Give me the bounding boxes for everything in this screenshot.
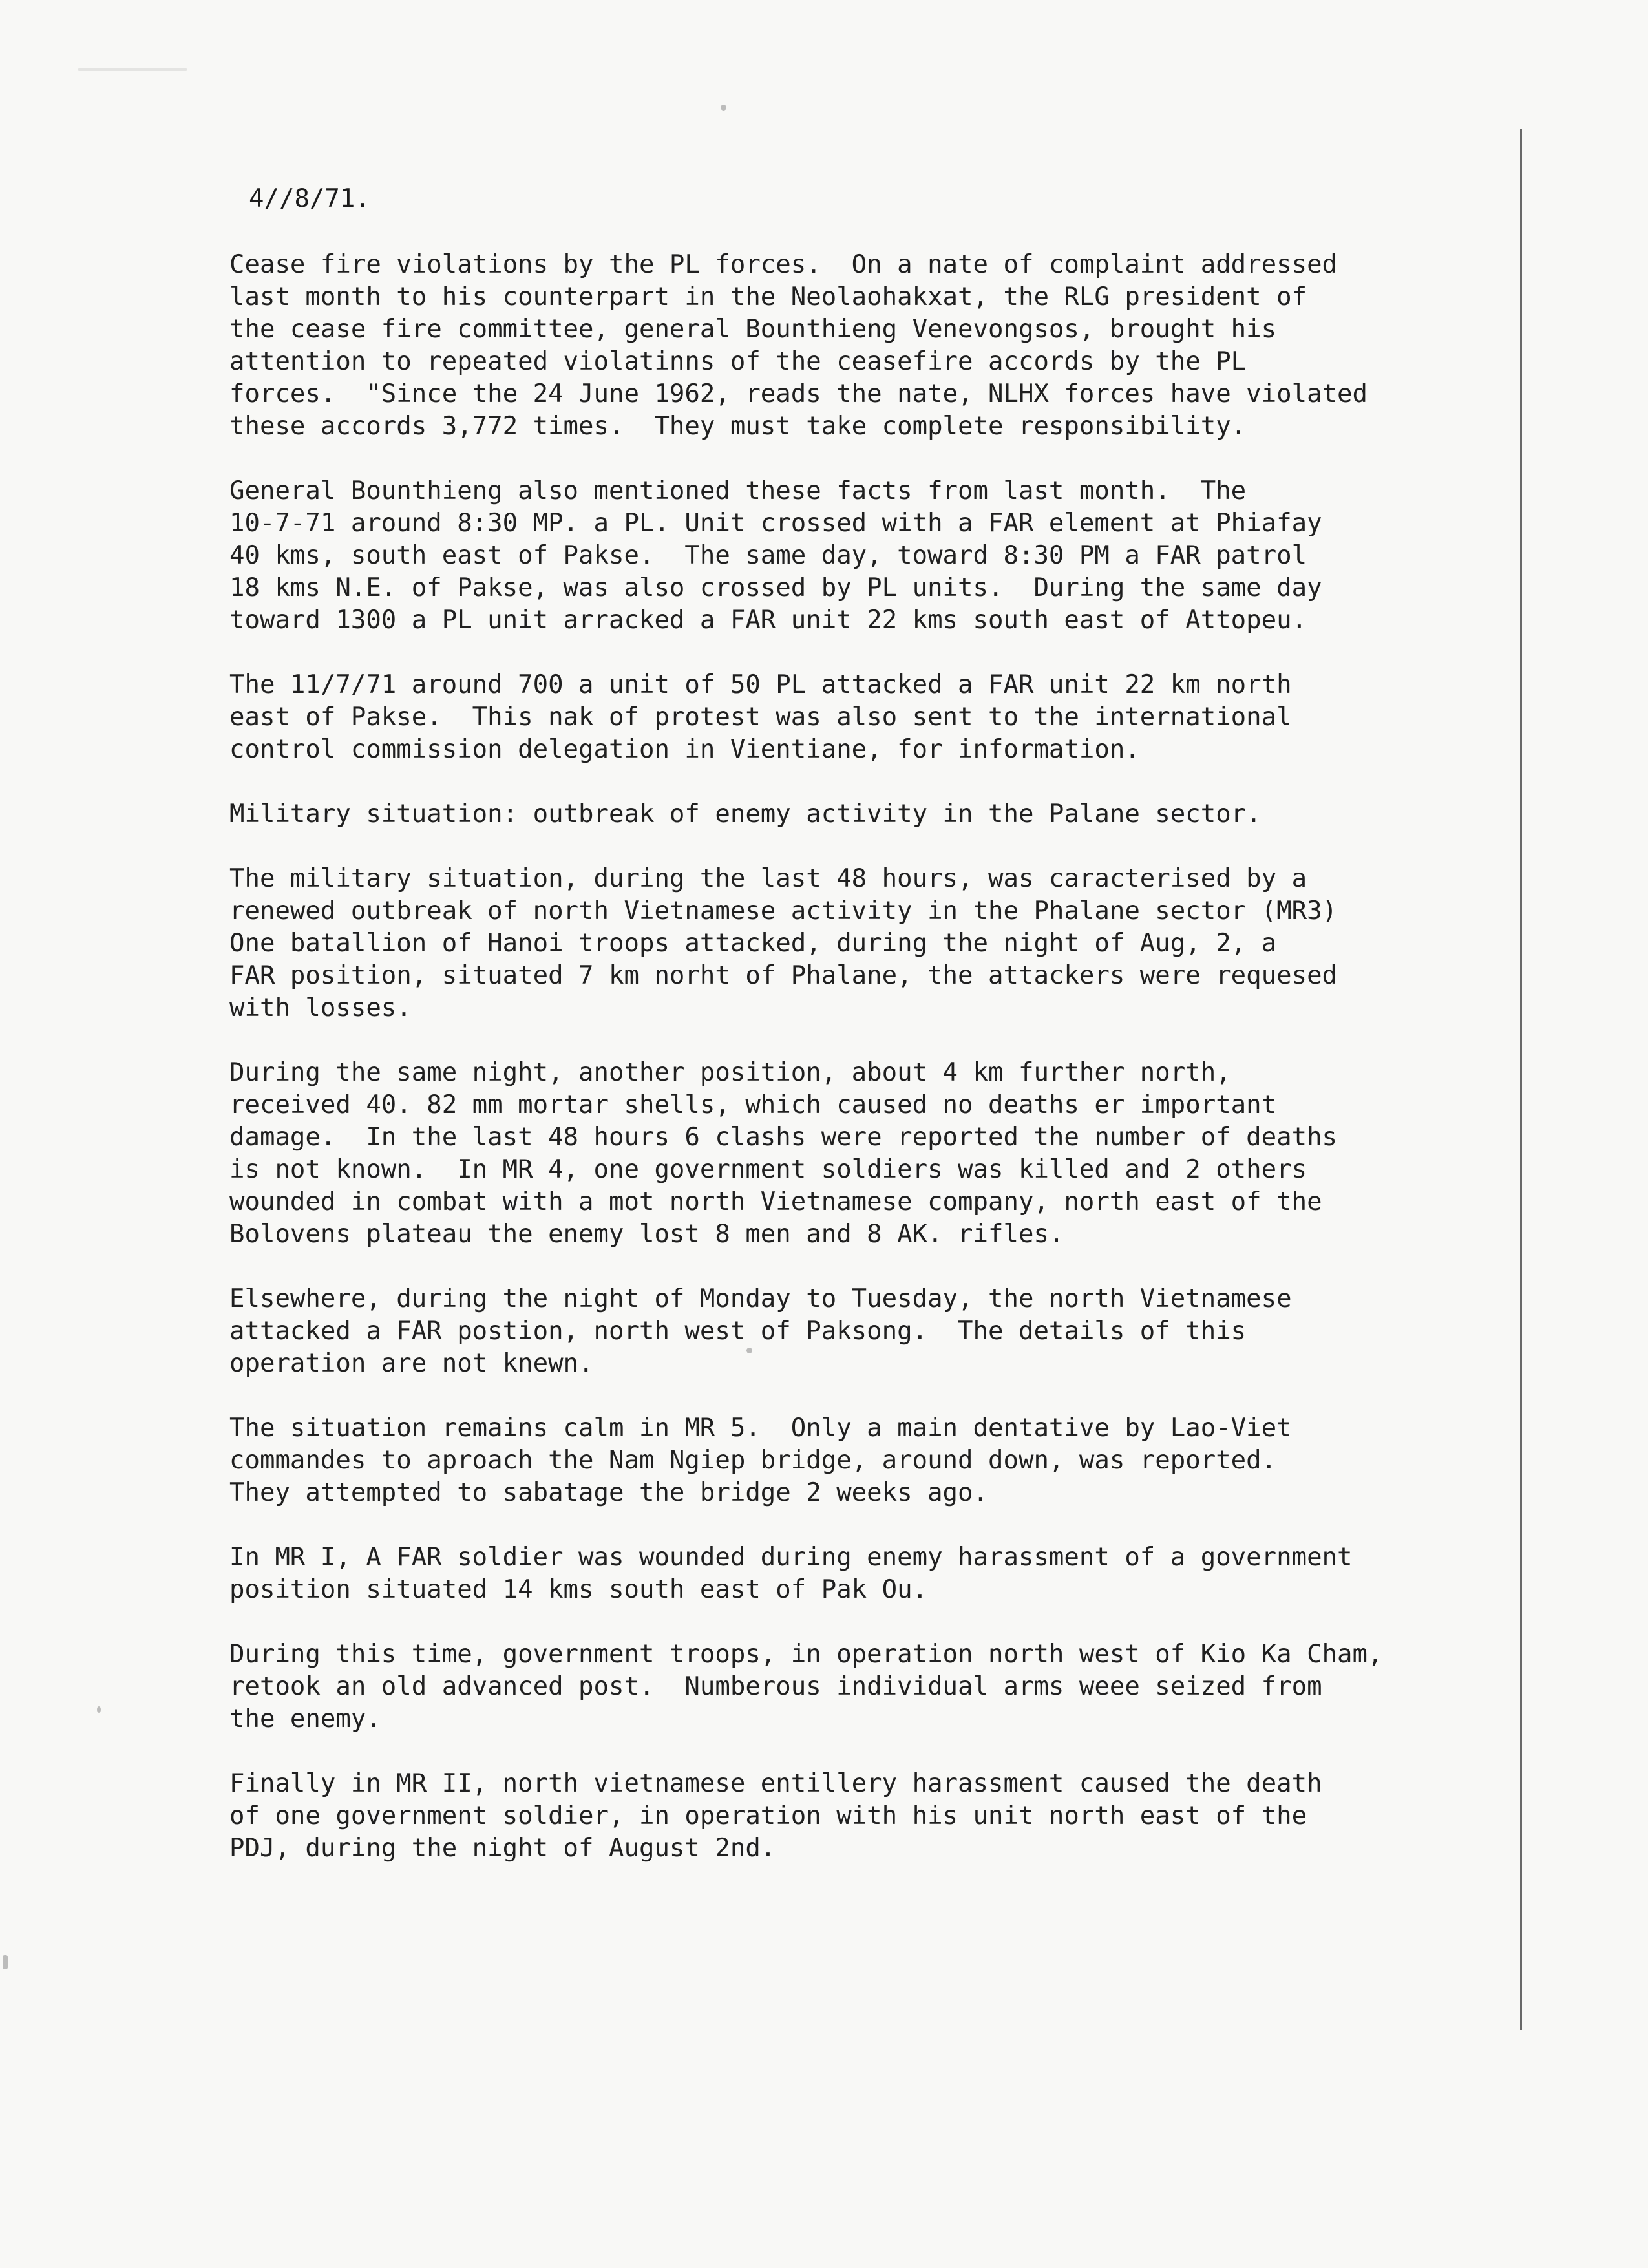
text-line: 40 kms, south east of Pakse. The same day, toward 8:30 PM a FAR patrol	[229, 541, 1307, 570]
text-line: commandes to aproach the Nam Ngiep bridge, around down, was reported.	[229, 1446, 1277, 1475]
ink-smudge	[721, 105, 726, 111]
text-line: In MR I, A FAR soldier was wounded during enemy harassment of a government	[229, 1543, 1353, 1572]
text-line: the enemy.	[229, 1704, 381, 1733]
paragraph	[229, 669, 1516, 766]
paragraph	[229, 1638, 1516, 1735]
document-date: 4//8/71.	[249, 184, 370, 213]
paragraph	[229, 475, 1516, 637]
text-line: The situation remains calm in MR 5. Only a main dentative by Lao-Viet	[229, 1414, 1292, 1443]
text-line: 18 kms N.E. of Pakse, was also crossed by PL units. During the same day	[229, 573, 1322, 602]
text-line: operation are not knewn.	[229, 1349, 594, 1378]
text-line: They attempted to sabatage the bridge 2 weeks ago.	[229, 1478, 988, 1507]
text-line: the cease fire committee, general Bounthieng Venevongsos, brought his	[229, 315, 1277, 344]
text-line: position situated 14 kms south east of Pak Ou.	[229, 1575, 928, 1604]
paragraph	[229, 1057, 1516, 1251]
document-body	[229, 249, 1516, 1897]
text-line: received 40. 82 mm mortar shells, which caused no deaths er important	[229, 1090, 1277, 1119]
paragraph	[229, 798, 1516, 831]
text-line: Military situation: outbreak of enemy activity in the Palane sector.	[229, 800, 1262, 829]
text-line: Elsewhere, during the night of Monday to Tuesday, the north Vietnamese	[229, 1284, 1292, 1313]
text-line: General Bounthieng also mentioned these facts from last month. The	[229, 476, 1247, 505]
text-line: control commission delegation in Vientiane, for information.	[229, 735, 1140, 764]
text-line: last month to his counterpart in the Neolaohakxat, the RLG president of	[229, 282, 1307, 312]
text-line: PDJ, during the night of August 2nd.	[229, 1834, 776, 1863]
text-line: east of Pakse. This nak of protest was also sent to the international	[229, 703, 1292, 732]
text-line: retook an old advanced post. Numberous individual arms weee seized from	[229, 1672, 1322, 1701]
text-line: FAR position, situated 7 km norht of Phalane, the attackers were requesed	[229, 961, 1338, 990]
text-line: The military situation, during the last 48 hours, was caracterised by a	[229, 864, 1307, 893]
text-line: of one government soldier, in operation with his unit north east of the	[229, 1801, 1307, 1830]
text-line: attacked a FAR postion, north west of Paksong. The details of this	[229, 1317, 1247, 1346]
text-line: is not known. In MR 4, one government soldiers was killed and 2 others	[229, 1155, 1307, 1184]
text-line: damage. In the last 48 hours 6 clashs were reported the number of deaths	[229, 1123, 1338, 1152]
paragraph	[229, 1768, 1516, 1865]
text-line: renewed outbreak of north Vietnamese activity in the Phalane sector (MR3)	[229, 896, 1338, 926]
paragraph	[229, 1542, 1516, 1606]
text-line: attention to repeated violatinns of the ceasefire accords by the PL	[229, 347, 1247, 376]
text-line: Cease fire violations by the PL forces. On a nate of complaint addressed	[229, 250, 1338, 279]
text-line: forces. "Since the 24 June 1962, reads the nate, NLHX forces have violated	[229, 379, 1368, 408]
paragraph	[229, 1412, 1516, 1509]
text-line: with losses.	[229, 993, 412, 1023]
text-line: During this time, government troops, in operation north west of Kio Ka Cham,	[229, 1640, 1383, 1669]
text-line: During the same night, another position, about 4 km further north,	[229, 1058, 1231, 1087]
paragraph	[229, 249, 1516, 443]
text-line: 10-7-71 around 8:30 MP. a PL. Unit crossed with a FAR element at Phiafay	[229, 509, 1322, 538]
paragraph	[229, 1283, 1516, 1380]
text-line: Bolovens plateau the enemy lost 8 men and 8 AK. rifles.	[229, 1220, 1064, 1249]
text-line: The 11/7/71 around 700 a unit of 50 PL attacked a FAR unit 22 km north	[229, 670, 1292, 699]
ink-smudge	[97, 1706, 101, 1713]
text-line: Finally in MR II, north vietnamese entillery harassment caused the death	[229, 1769, 1322, 1798]
ink-smudge	[3, 1955, 8, 1969]
paragraph	[229, 863, 1516, 1024]
text-line: these accords 3,772 times. They must take complete responsibility.	[229, 412, 1247, 441]
text-line: toward 1300 a PL unit arracked a FAR unit 22 kms south east of Attopeu.	[229, 606, 1307, 635]
text-line: wounded in combat with a mot north Vietnamese company, north east of the	[229, 1187, 1322, 1216]
page-edge-line	[1520, 129, 1522, 2030]
text-line: One batallion of Hanoi troops attacked, during the night of Aug, 2, a	[229, 929, 1277, 958]
ink-smudge	[78, 68, 187, 71]
